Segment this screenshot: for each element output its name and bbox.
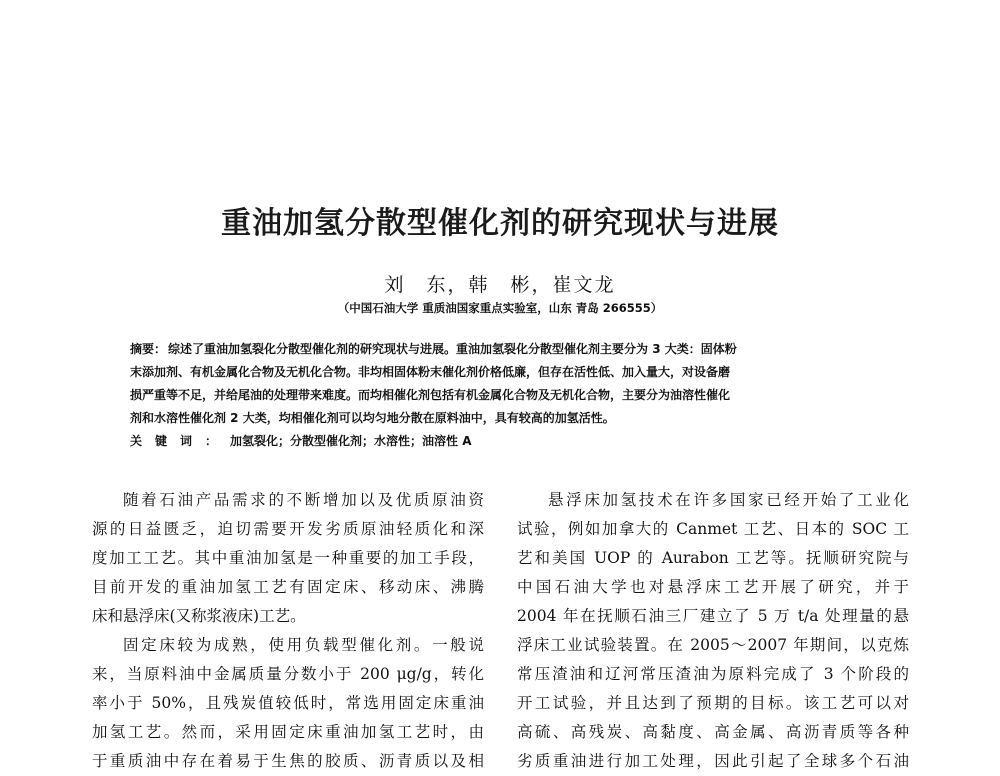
abstract-text: 综述了重油加氢裂化分散型催化剂的研究现状与进展。重油加氢裂化分散型催化剂主要分为 3 大类：固体粉 [168,342,737,356]
body-line: 试验，例如加拿大的 Canmet 工艺、日本的 SOC 工 [517,520,909,538]
body-column-right [517,486,909,776]
abstract-line-1 [130,338,880,361]
keywords-text: 加氢裂化；分散型催化剂；水溶性；油溶性 A [230,434,472,448]
body-line: 中国石油大学也对悬浮床工艺开展了研究，并于 [517,578,909,596]
abstract-line-2: 末添加剂、有机金属化合物及无机化合物。非均相固体粉末催化剂价格低廉，但存在活性低、加入量大，对设备磨 [130,365,731,379]
abstract-block [130,338,880,453]
affiliation: （中国石油大学 重质油国家重点实验室，山东 青岛 266555） [337,301,663,315]
body-line: 艺和美国 UOP 的 Aurabon 工艺等。抚顺研究院与 [517,549,909,567]
body-line: 源的日益匮乏，迫切需要开发劣质原油轻质化和深 [92,520,484,538]
body-line: 开工试验，并且达到了预期的目标。该工艺可以对 [517,694,909,712]
body-line: 常压渣油和辽河常压渣油为原料完成了 3 个阶段的 [517,665,909,683]
abstract-label: 摘要： [130,342,167,356]
body-line: 浮床工业试验装置。在 2005～2007 年期间，以克炼 [517,636,909,654]
body-line: 随着石油产品需求的不断增加以及优质原油资 [123,491,484,509]
body-line: 来，当原料油中金属质量分数小于 200 μg/g，转化 [92,665,484,683]
keywords-label: 关键词： [130,434,231,448]
body-line: 劣质重油进行加工处理，因此引起了全球多个石油 [517,752,909,770]
body-line: 目前开发的重油加氢工艺有固定床、移动床、沸腾 [92,578,484,596]
body-line: 率小于 50%，且残炭值较低时，常选用固定床重油 [92,694,484,712]
abstract-line-4: 剂和水溶性催化剂 2 大类，均相催化剂可以均匀地分散在原料油中，具有较高的加氢活性。 [130,411,615,425]
body-line: 度加工工艺。其中重油加氢是一种重要的加工手段， [92,549,484,567]
abstract-line-3: 损严重等不足，并给尾油的处理带来难度。而均相催化剂包括有机金属化合物及无机化合物，主要分为油溶性催化 [130,388,731,402]
keywords-line [130,430,880,453]
body-line: 2004 年在抚顺石油三厂建立了 5 万 t/a 处理量的悬 [517,607,909,625]
body-line: 床和悬浮床(又称浆液床)工艺。 [92,607,306,625]
body-line: 加氢工艺。然而，采用固定床重油加氢工艺时，由 [92,723,484,741]
author-list: 刘 东，韩 彬，崔文龙 [384,274,616,296]
body-line: 高硫、高残炭、高黏度、高金属、高沥青质等各种 [517,723,909,741]
body-column-left [92,486,484,776]
body-line: 固定床较为成熟，使用负载型催化剂。一般说 [123,636,484,654]
body-line: 于重质油中存在着易于生焦的胶质、沥青质以及相 [92,752,484,770]
body-line: 悬浮床加氢技术在许多国家已经开始了工业化 [548,491,909,509]
paper-title: 重油加氢分散型催化剂的研究现状与进展 [221,206,779,241]
